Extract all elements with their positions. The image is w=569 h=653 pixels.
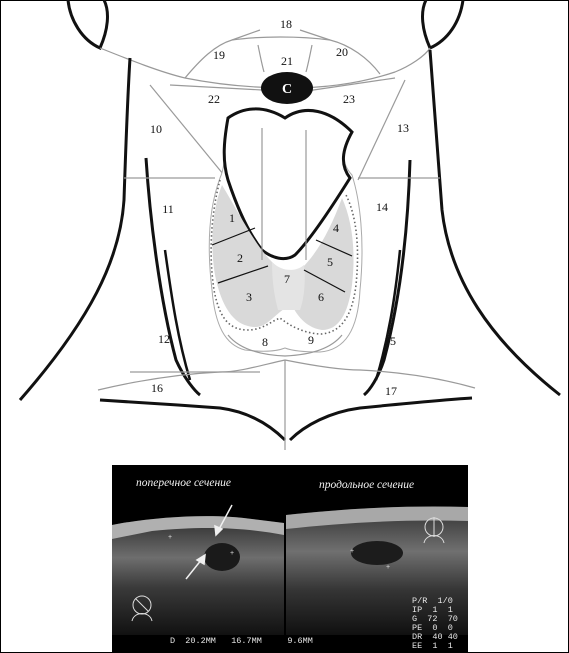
zone-label-6: 6: [318, 290, 324, 304]
left-scm-stroke: [146, 158, 200, 395]
param-line: P/R 1/0: [412, 596, 453, 606]
neck-right-contour: [430, 50, 560, 395]
ultrasound-image: [112, 465, 468, 653]
right-scm-stroke: [364, 160, 410, 395]
left-ear: [68, 0, 107, 48]
left-shoulder: [100, 400, 285, 440]
svg-text:+: +: [350, 548, 355, 555]
zone-label-12: 12: [158, 332, 170, 346]
zone-label-9: 9: [308, 333, 314, 347]
neck-left-contour: [20, 58, 130, 400]
svg-text:+: +: [386, 564, 391, 571]
zone-label-17: 17: [385, 384, 397, 398]
zone-label-5: 5: [327, 255, 333, 269]
zone-label-23: 23: [343, 92, 355, 106]
zone-label-10: 10: [150, 122, 162, 136]
caption-longitudinal: продольное сечение: [319, 479, 415, 491]
svg-text:+: +: [230, 550, 235, 557]
zone-label-14: 14: [376, 200, 388, 214]
zone-label-16: 16: [151, 381, 163, 395]
caption-transverse: поперечное сечение: [136, 477, 232, 489]
param-line: EE 1 1: [412, 641, 453, 651]
zone-label-4: 4: [333, 221, 339, 235]
zone-label-3: 3: [246, 290, 252, 304]
zone-label-1: 1: [229, 211, 235, 225]
param-line: G 72 70: [412, 614, 458, 624]
zone-label-21: 21: [281, 54, 293, 68]
zone-label-22: 22: [208, 92, 220, 106]
param-line: DR 40 40: [412, 632, 458, 642]
transverse-scan-field: [112, 516, 284, 635]
parameter-panel: [412, 597, 458, 651]
zone-label-18: 18: [280, 17, 292, 31]
zone-label-7: 7: [284, 272, 290, 286]
zone-label-8: 8: [262, 335, 268, 349]
svg-text:+: +: [168, 534, 173, 541]
zone-label-11: 11: [162, 202, 174, 216]
transverse-nodule: [204, 543, 240, 571]
right-ear: [423, 0, 463, 48]
zone-label-20: 20: [336, 45, 348, 59]
zone-label-2: 2: [237, 251, 243, 265]
longitudinal-nodule: [351, 541, 403, 565]
oval-marker-label: С: [281, 82, 293, 97]
right-shoulder: [290, 398, 472, 440]
zone-label-13: 13: [397, 121, 409, 135]
zone-label-19: 19: [213, 48, 225, 62]
zone-label-15: 15: [384, 334, 396, 348]
right-scm-inner: [376, 250, 400, 380]
measurement-readout: D 20.2MM 16.7MM 9.6MM: [170, 636, 313, 646]
param-line: PE 0 0: [412, 623, 453, 633]
param-line: IP 1 1: [412, 605, 453, 615]
